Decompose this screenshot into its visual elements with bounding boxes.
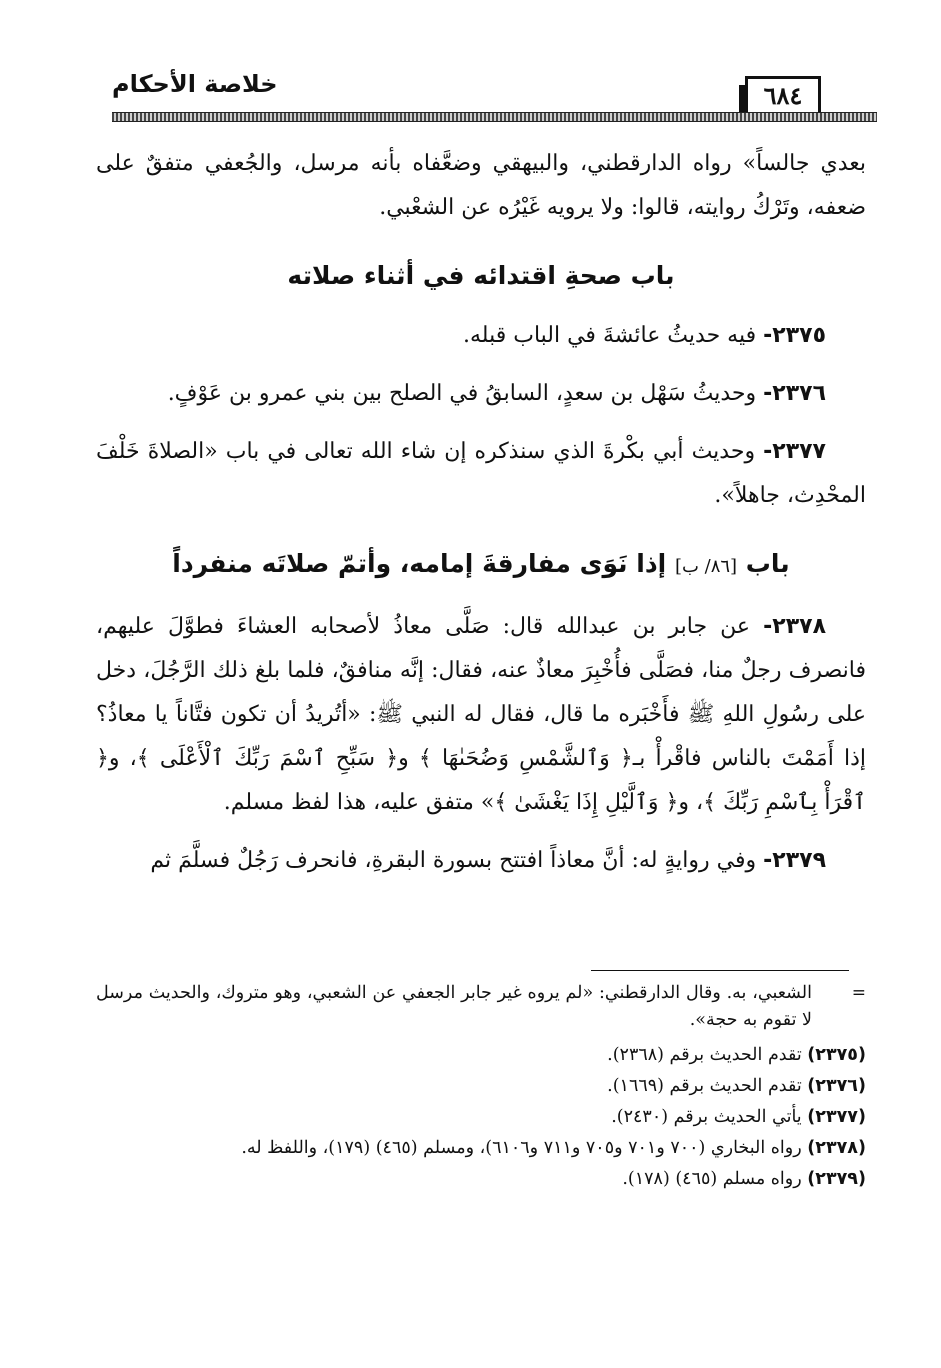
footnote-text: يأتي الحديث برقم (٢٤٣٠). xyxy=(611,1107,802,1127)
chapter-heading-1: باب صحةِ اقتدائه في أثناء صلاته xyxy=(287,261,675,290)
footnote-2377 xyxy=(96,1102,866,1133)
folio-reference: [٨٦/ ب] xyxy=(674,556,738,577)
footnote-text: تقدم الحديث برقم (١٦٦٩). xyxy=(607,1076,802,1096)
footnote-separator xyxy=(591,970,849,971)
continuation-mark: = xyxy=(851,983,866,1003)
footnote-number: (٢٣٧٨) xyxy=(807,1138,866,1158)
intro-paragraph: بعدي جالساً» رواه الدارقطني، والبيهقي وضعَّفاه بأنه مرسل، والجُعفي متفقٌ على ضعفه، وتَرْكُ روايته، قالوا: ولا يرويه غَيْرُه عن الشعْبي. xyxy=(96,151,866,220)
hadith-text: فيه حديثُ عائشةَ في الباب قبله. xyxy=(463,323,757,348)
footnote-text: الشعبي، به. وقال الدارقطني: «لم يروه غير جابر الجعفي عن الشعبي، وهو متروك، والحديث مرسل لا تقوم به حجة». xyxy=(96,983,812,1030)
footnote-number: (٢٣٧٧) xyxy=(807,1107,866,1127)
footnote-2379 xyxy=(96,1164,866,1195)
chapter-prefix: باب xyxy=(745,549,790,578)
hadith-text: وحديثُ سَهْل بن سعدٍ، السابقُ في الصلح بين بني عمرو بن عَوْفٍ. xyxy=(167,381,757,406)
footnote-text: رواه البخاري (٧٠٠ و٧٠١ و٧٠٥ و٧١١ و٦١٠٦)، ومسلم (٤٦٥) (١٧٩)، واللفظ له. xyxy=(241,1138,802,1158)
hadith-number: ٢٣٧٩- xyxy=(763,848,826,873)
footnote-number: (٢٣٧٩) xyxy=(807,1169,866,1189)
header-divider xyxy=(112,112,877,122)
book-title: خلاصة الأحكام xyxy=(112,70,278,98)
hadith-number: ٢٣٧٦- xyxy=(763,381,826,406)
page-header xyxy=(112,64,877,124)
hadith-2375 xyxy=(96,314,866,358)
chapter-heading-2 xyxy=(96,544,866,587)
chapter-title: إذا نَوَى مفارقةَ إمامه، وأتمّ صلاتَه منفرداً xyxy=(172,549,667,578)
hadith-text: عن جابر بن عبدالله قال: صَلَّى معاذُ لأصحابه العشاءَ فطوَّلَ عليهم، فانصرف رجلٌ منا، فصَلَّى فأُخْبِرَ معاذٌ عنه، فقال: إنَّه منافقٌ، فلما بلغ ذلك الرَّجُلَ، دخل على رسُولِ اللهِ ﷺ فأَخْبَره ما قال، فقال له النبي ﷺ: «أتُريدُ أن تكون فتَّاناً يا معاذُ؟ إذا أَمَمْتَ بالناس فاقْرأْ بـ﴿ وَٱلشَّمْسِ وَضُحَىٰهَا ﴾ و﴿ سَبِّحِ ٱسْمَ رَبِّكَ ٱلْأَعْلَى ﴾، و﴿ ٱقْرَأْ بِٱسْمِ رَبِّكَ ﴾، و﴿ وَٱلَّيْلِ إِذَا يَغْشَىٰ ﴾» متفق عليه، هذا لفظ مسلم. xyxy=(96,614,866,815)
page-number: ٦٨٤ xyxy=(745,76,821,116)
hadith-2379 xyxy=(96,839,866,883)
footnote-number: (٢٣٧٥) xyxy=(807,1045,866,1065)
hadith-text: وفي روايةٍ له: أنَّ معاذاً افتتح بسورة البقرةِ، فانحرف رَجُلٌ فسلَّمَ ثم xyxy=(150,848,757,873)
hadith-2377 xyxy=(96,430,866,518)
hadith-number: ٢٣٧٥- xyxy=(763,323,826,348)
hadith-2376 xyxy=(96,372,866,416)
hadith-text: وحديث أبي بكْرةَ الذي سنذكره إن شاء الله تعالى في باب «الصلاةَ خَلْفَ المحْدِث، جاهلاً». xyxy=(96,439,866,508)
main-text xyxy=(96,142,866,883)
footnote-continuation xyxy=(96,980,866,1034)
hadith-2378 xyxy=(96,605,866,825)
footnote-text: تقدم الحديث برقم (٢٣٦٨). xyxy=(607,1045,802,1065)
footnote-2376 xyxy=(96,1071,866,1102)
footnotes xyxy=(96,980,866,1195)
footnote-2375 xyxy=(96,1040,866,1071)
footnote-2378 xyxy=(96,1133,866,1164)
footnote-number: (٢٣٧٦) xyxy=(807,1076,866,1096)
hadith-number: ٢٣٧٨- xyxy=(763,614,826,639)
footnote-text: رواه مسلم (٤٦٥) (١٧٨). xyxy=(622,1169,802,1189)
hadith-number: ٢٣٧٧- xyxy=(763,439,826,464)
